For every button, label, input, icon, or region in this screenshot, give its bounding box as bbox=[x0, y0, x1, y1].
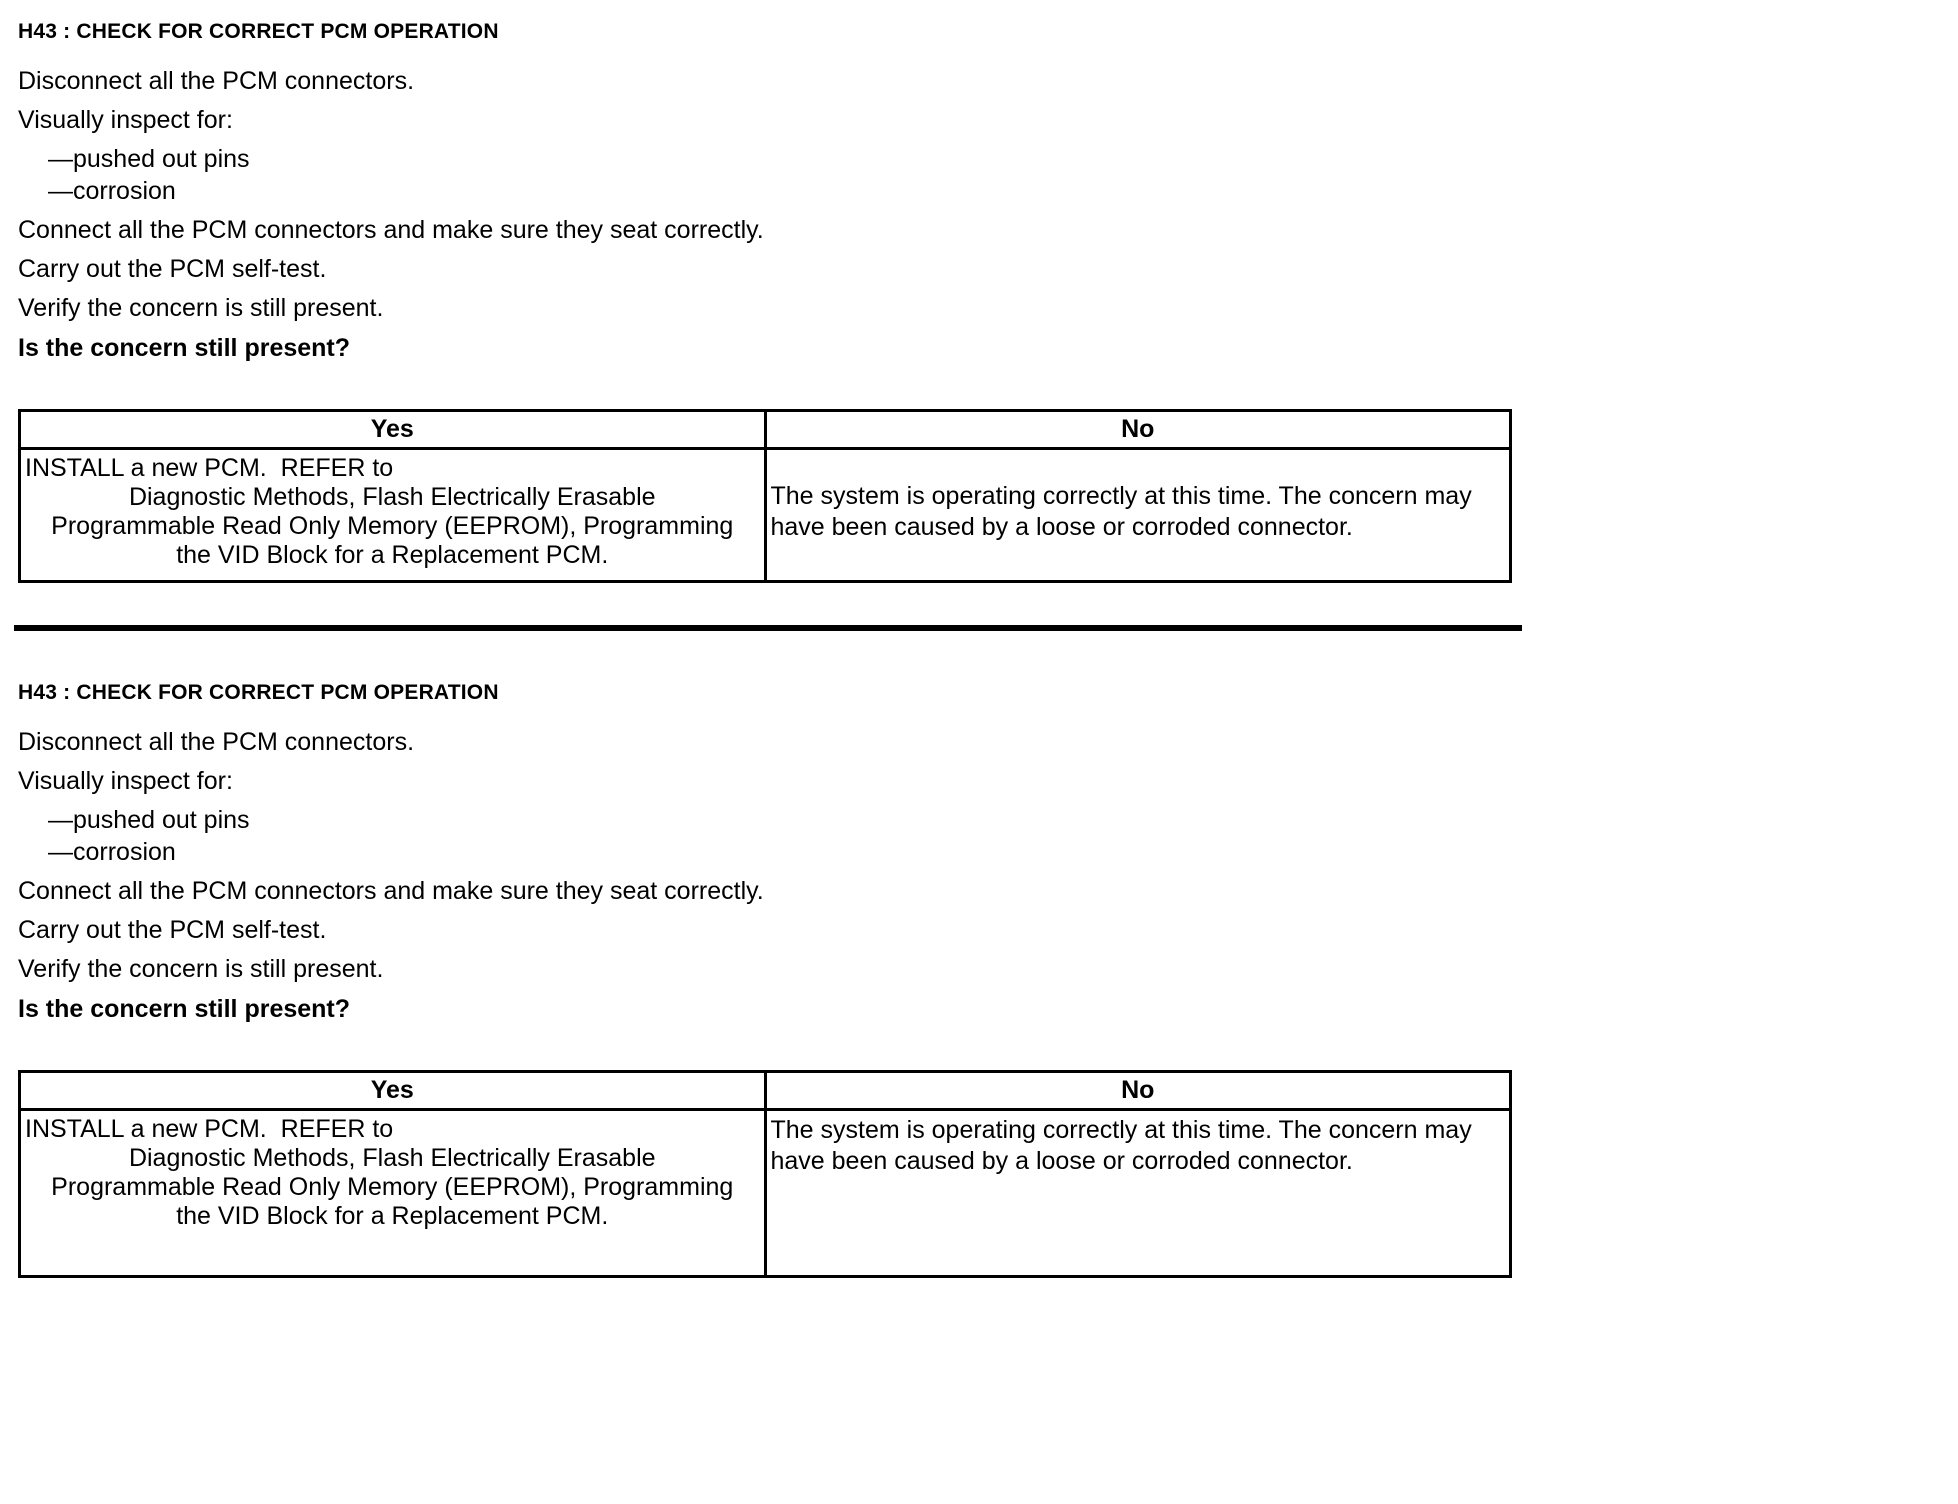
table-body-row bbox=[20, 449, 1511, 582]
pinpoint-test-section-1 bbox=[18, 20, 1518, 583]
step-text: Connect all the PCM connectors and make sure they seat correctly. bbox=[18, 216, 764, 244]
no-column-header: No bbox=[765, 411, 1511, 449]
table-header-row bbox=[20, 1072, 1511, 1110]
yes-action-cell bbox=[20, 449, 766, 582]
yes-action-line: Diagnostic Methods, Flash Electrically Erasable bbox=[128, 483, 656, 511]
yes-column-header: Yes bbox=[20, 1072, 766, 1110]
yes-column-header: Yes bbox=[20, 411, 766, 449]
yes-action-line: Programmable Read Only Memory (EEPROM), Programming bbox=[51, 512, 734, 540]
step-text: Visually inspect for: bbox=[18, 767, 233, 795]
yes-no-result-table bbox=[18, 1070, 1512, 1278]
table-body-row bbox=[20, 1110, 1511, 1277]
table-header-row bbox=[20, 411, 1511, 449]
yes-action-line: INSTALL a new PCM. REFER to bbox=[25, 1115, 394, 1143]
yes-action-line: INSTALL a new PCM. REFER to bbox=[25, 454, 394, 482]
step-bullet: —pushed out pins bbox=[48, 806, 250, 834]
section-heading: H43 : CHECK FOR CORRECT PCM OPERATION bbox=[18, 681, 499, 704]
no-action-cell: The system is operating correctly at this time. The concern may have been caused by a loose or corroded connector. bbox=[765, 449, 1511, 582]
step-bullet: —corrosion bbox=[48, 838, 176, 866]
question-text: Is the concern still present? bbox=[18, 334, 351, 362]
step-bullet: —corrosion bbox=[48, 177, 176, 205]
section-heading: H43 : CHECK FOR CORRECT PCM OPERATION bbox=[18, 20, 499, 43]
step-text: Disconnect all the PCM connectors. bbox=[18, 67, 415, 95]
pinpoint-test-section-2 bbox=[18, 681, 1518, 1278]
step-text: Carry out the PCM self-test. bbox=[18, 255, 327, 283]
step-text: Disconnect all the PCM connectors. bbox=[18, 728, 415, 756]
question-text: Is the concern still present? bbox=[18, 995, 351, 1023]
step-text: Visually inspect for: bbox=[18, 106, 233, 134]
step-text: Carry out the PCM self-test. bbox=[18, 916, 327, 944]
section-divider bbox=[14, 625, 1522, 631]
step-text: Verify the concern is still present. bbox=[18, 294, 384, 322]
no-action-cell: The system is operating correctly at this time. The concern may have been caused by a loose or corroded connector. bbox=[765, 1110, 1511, 1277]
yes-action-line: the VID Block for a Replacement PCM. bbox=[176, 541, 609, 569]
yes-no-result-table bbox=[18, 409, 1512, 583]
step-bullet: —pushed out pins bbox=[48, 145, 250, 173]
yes-action-line: Programmable Read Only Memory (EEPROM), Programming bbox=[51, 1173, 734, 1201]
yes-action-line: Diagnostic Methods, Flash Electrically Erasable bbox=[128, 1144, 656, 1172]
no-column-header: No bbox=[765, 1072, 1511, 1110]
step-text: Verify the concern is still present. bbox=[18, 955, 384, 983]
step-text: Connect all the PCM connectors and make sure they seat correctly. bbox=[18, 877, 764, 905]
yes-action-line: the VID Block for a Replacement PCM. bbox=[176, 1202, 609, 1230]
yes-action-cell bbox=[20, 1110, 766, 1277]
